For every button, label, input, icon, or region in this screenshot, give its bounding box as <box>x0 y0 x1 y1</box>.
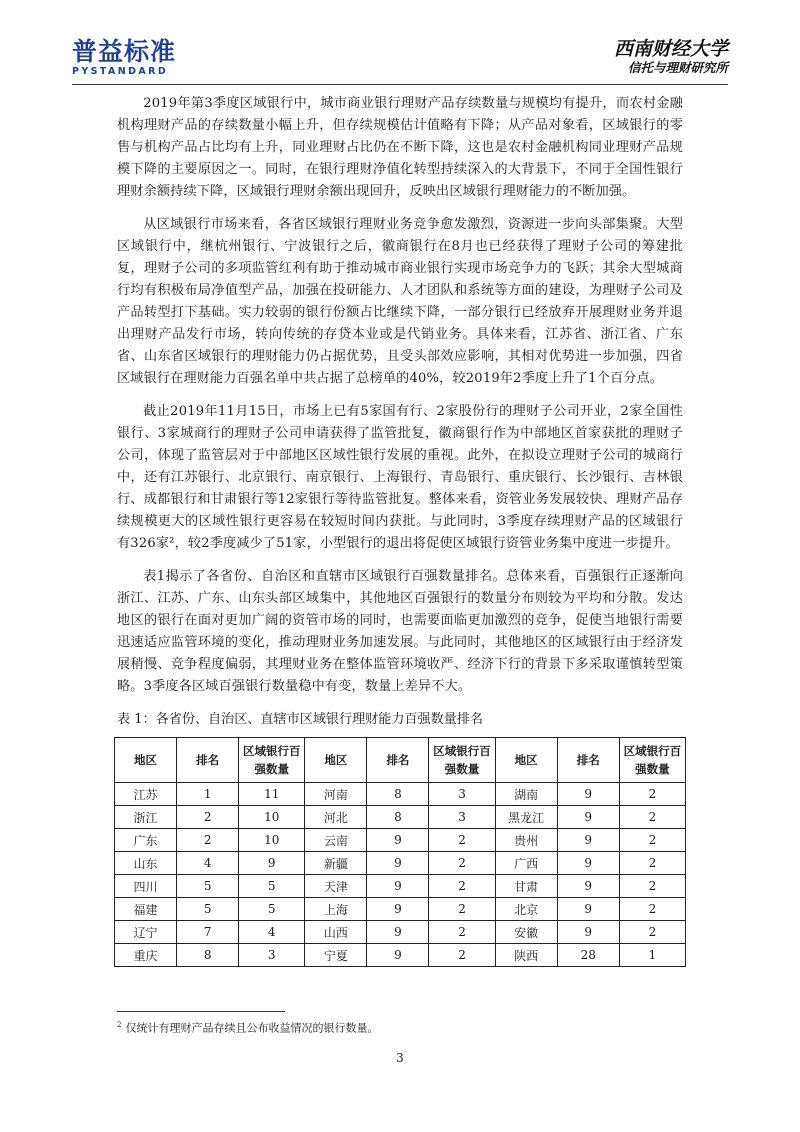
table-cell: 9 <box>557 875 619 898</box>
table-cell: 黑龙江 <box>495 806 557 829</box>
header-cell: 地区 <box>115 738 177 783</box>
table-cell: 9 <box>367 829 429 852</box>
table-cell: 河南 <box>305 783 367 806</box>
table-cell: 山西 <box>305 921 367 944</box>
table-cell: 甘肃 <box>495 875 557 898</box>
table-cell: 3 <box>239 944 305 967</box>
table-cell: 10 <box>239 806 305 829</box>
table-cell: 2 <box>429 921 495 944</box>
table-cell: 9 <box>367 898 429 921</box>
table-cell: 9 <box>367 921 429 944</box>
table-cell: 5 <box>177 875 239 898</box>
table-cell: 2 <box>619 898 685 921</box>
footnote-rule <box>117 1011 285 1012</box>
table-cell: 2 <box>619 783 685 806</box>
footnote-text: 仅统计有理财产品存续且公布收益情况的银行数量。 <box>125 1021 379 1035</box>
logo-left-en: PYSTANDARD <box>72 66 169 77</box>
pystandard-logo <box>72 38 176 77</box>
table-cell: 北京 <box>495 898 557 921</box>
table-cell: 2 <box>619 829 685 852</box>
table-row <box>115 898 686 921</box>
header-cell: 地区 <box>305 738 367 783</box>
main-content <box>117 93 683 967</box>
table-cell: 11 <box>239 783 305 806</box>
table-cell: 5 <box>239 898 305 921</box>
page-header <box>72 38 728 80</box>
table-cell: 9 <box>557 921 619 944</box>
table-cell: 2 <box>619 875 685 898</box>
table-row <box>115 829 686 852</box>
table-cell: 1 <box>619 944 685 967</box>
swufe-logo <box>614 38 728 76</box>
table-row <box>115 852 686 875</box>
header-cell: 排名 <box>177 738 239 783</box>
logo-left-cn: 普益标准 <box>72 37 177 66</box>
table-cell: 安徽 <box>495 921 557 944</box>
table-cell: 宁夏 <box>305 944 367 967</box>
table-cell: 贵州 <box>495 829 557 852</box>
table-cell: 湖南 <box>495 783 557 806</box>
table-cell: 7 <box>177 921 239 944</box>
table-cell: 9 <box>367 852 429 875</box>
table-cell: 天津 <box>305 875 367 898</box>
table-cell: 2 <box>429 944 495 967</box>
header-cell: 区域银行百强数量 <box>619 738 685 783</box>
table-cell: 9 <box>557 852 619 875</box>
table-cell: 云南 <box>305 829 367 852</box>
table-header-row <box>115 738 686 783</box>
table-cell: 2 <box>429 875 495 898</box>
table-cell: 福建 <box>115 898 177 921</box>
table-cell: 9 <box>557 898 619 921</box>
table-cell: 2 <box>619 852 685 875</box>
table-cell: 9 <box>367 875 429 898</box>
table-cell: 1 <box>177 783 239 806</box>
paragraph-2: 从区域银行市场来看，各省区域银行理财业务竞争愈发激烈，资源进一步向头部集聚。大型区域银行中，继杭州银行、宁波银行之后，徽商银行在8月也已经获得了理财子公司的筹建批复，理财子公司的多项监管红利有助于推动城市商业银行实现市场竞争力的飞跃；其余大型城商行均有积极布局净值型产品，加强在投研能力、人才团队和系统等方面的建设，为理财子公司及产品转型打下基础。实力较弱的银行份额占比继续下降，一部分银行已经放弃开展理财业务并退出理财产品发行市场，转向传统的存贷本业或是代销业务。具体来看，江苏省、浙江省、广东省、山东省区域银行的理财能力仍占据优势，且受头部效应影响，其相对优势进一步加强，四省区域银行在理财能力百强名单中共占据了总榜单的40%，较2019年2季度上升了1个百分点。 <box>117 217 683 386</box>
table-cell: 9 <box>557 783 619 806</box>
ranking-table <box>114 737 686 967</box>
table-row <box>115 806 686 829</box>
footnote-marker: 2 <box>117 1021 122 1029</box>
table-cell: 广西 <box>495 852 557 875</box>
logo-right-line1: 西南财经大学 <box>613 38 728 60</box>
table-cell: 3 <box>429 783 495 806</box>
paragraph-4: 表1揭示了各省份、自治区和直辖市区域银行百强数量排名。总体来看，百强银行正逐渐向浙江、江苏、广东、山东头部区域集中，其他地区百强银行的数量分布则较为平均和分散。发达地区的银行在面对更加广阔的资管市场的同时，也需要面临更加激烈的竞争，促使当地银行需要迅速适应监管环境的变化，推动理财业务加速发展。与此同时，其他地区的区域银行由于经济发展稍慢、竞争程度偏弱，其理财业务在整体监管环境收严、经济下行的背景下多采取谨慎转型策略。3季度各区域百强银行数量稳中有变，数量上差异不大。 <box>117 569 683 694</box>
paragraph-1: 2019年第3季度区域银行中，城市商业银行理财产品存续数量与规模均有提升，而农村金融机构理财产品的存续数量小幅上升，但存续规模估计值略有下降；从产品对象看，区域银行的零售与机构产品占比均有上升，同业理财占比仍在不断下降，这也是农村金融机构同业理财产品规模下降的主要原因之一。同时，在银行理财净值化转型持续深入的大背景下，不同于全国性银行理财余额持续下降，区域银行理财余额出现回升，反映出区域银行理财能力的不断加强。 <box>117 96 683 199</box>
table-caption: 表 1：各省份、自治区、直辖市区域银行理财能力百强数量排名 <box>117 712 484 727</box>
paragraph-3: 截止2019年11月15日，市场上已有5家国有行、2家股份行的理财子公司开业，2家全国性银行、3家城商行的理财子公司申请获得了监管批复，徽商银行作为中部地区首家获批的理财子公司，体现了监管层对于中部地区区域性银行发展的重视。此外，在拟设立理财子公司的城商行中，还有江苏银行、北京银行、南京银行、上海银行、青岛银行、重庆银行、长沙银行、吉林银行、成都银行和甘肃银行等12家银行等待监管批复。整体来看，资管业务发展较快、理财产品存续规模更大的区域性银行更容易在较短时间内获批。与此同时，3季度存续理财产品的区域银行有326家²，较2季度减少了51家，小型银行的退出将促使区域银行资管业务集中度进一步提升。 <box>117 404 683 551</box>
table-body <box>115 783 686 967</box>
table-cell: 5 <box>239 875 305 898</box>
table-cell: 8 <box>367 806 429 829</box>
table-cell: 河北 <box>305 806 367 829</box>
table-cell: 陕西 <box>495 944 557 967</box>
table-cell: 3 <box>429 806 495 829</box>
table-cell: 2 <box>177 829 239 852</box>
table-cell: 上海 <box>305 898 367 921</box>
table-cell: 9 <box>239 852 305 875</box>
table-cell: 2 <box>177 806 239 829</box>
table-cell: 山东 <box>115 852 177 875</box>
page-number: 3 <box>396 1051 404 1065</box>
table-cell: 2 <box>429 898 495 921</box>
table-cell: 四川 <box>115 875 177 898</box>
table-cell: 9 <box>557 829 619 852</box>
table-cell: 4 <box>177 852 239 875</box>
table-cell: 10 <box>239 829 305 852</box>
header-rule <box>72 84 728 85</box>
table-row <box>115 875 686 898</box>
table-cell: 2 <box>619 921 685 944</box>
table-cell: 2 <box>619 806 685 829</box>
table-cell: 2 <box>429 829 495 852</box>
table-cell: 广东 <box>115 829 177 852</box>
table-cell: 9 <box>557 806 619 829</box>
table-cell: 江苏 <box>115 783 177 806</box>
header-cell: 区域银行百强数量 <box>429 738 495 783</box>
logo-right-line2: 信托与理财研究所 <box>627 60 728 75</box>
header-cell: 区域银行百强数量 <box>239 738 305 783</box>
table-cell: 28 <box>557 944 619 967</box>
table-cell: 4 <box>239 921 305 944</box>
table-row <box>115 783 686 806</box>
table-row <box>115 921 686 944</box>
table-cell: 浙江 <box>115 806 177 829</box>
table-cell: 8 <box>367 783 429 806</box>
table-cell: 重庆 <box>115 944 177 967</box>
table-cell: 辽宁 <box>115 921 177 944</box>
header-cell: 排名 <box>557 738 619 783</box>
table-cell: 2 <box>429 852 495 875</box>
table-row <box>115 944 686 967</box>
footnote <box>117 1017 378 1037</box>
table-cell: 新疆 <box>305 852 367 875</box>
header-cell: 地区 <box>495 738 557 783</box>
header-cell: 排名 <box>367 738 429 783</box>
table-cell: 8 <box>177 944 239 967</box>
table-cell: 5 <box>177 898 239 921</box>
table-cell: 9 <box>367 944 429 967</box>
